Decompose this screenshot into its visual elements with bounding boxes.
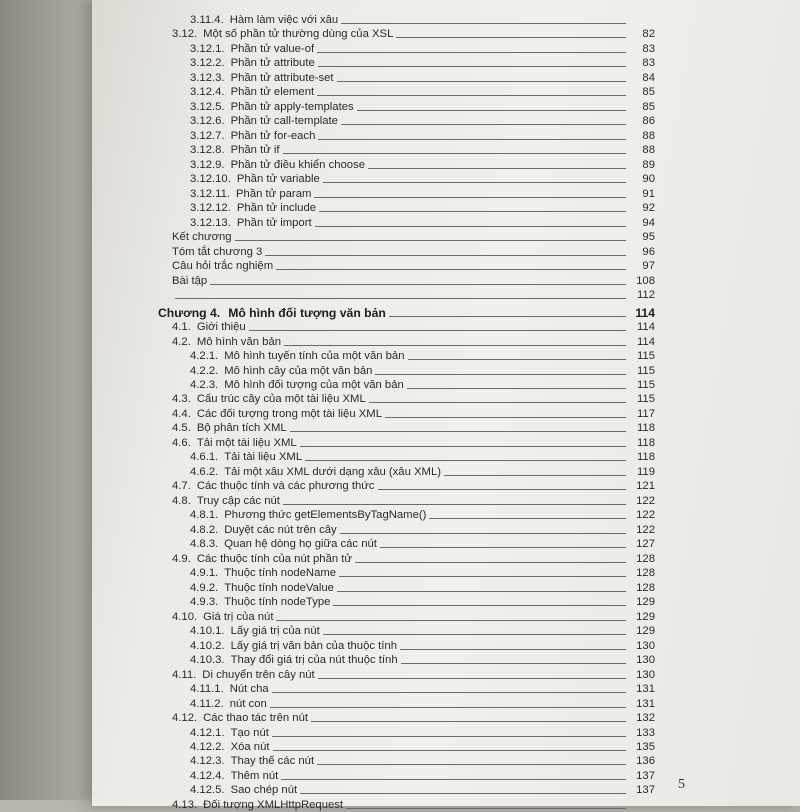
- toc-page-number: 118: [636, 436, 655, 449]
- toc-entry-number: 4.6.1.: [190, 451, 219, 464]
- toc-entry-title: Đối tượng XMLHttpRequest: [203, 798, 344, 811]
- toc-entry-number: 3.12.7.: [190, 129, 225, 142]
- toc-page-number: 129: [636, 610, 655, 623]
- toc-leader-line: [300, 793, 626, 794]
- toc-page-number: 119: [636, 465, 655, 478]
- toc-leader-line: [323, 634, 626, 635]
- toc-entry-title: Tải một xâu XML dưới dạng xâu (xâu XML): [224, 465, 441, 478]
- toc-entry-number: 4.11.: [172, 668, 197, 681]
- toc-entry-number: 4.1.: [172, 321, 191, 334]
- toc-entry-title: Bài tập: [172, 274, 208, 287]
- toc-entry: [190, 100, 655, 114]
- toc-leader-line: [355, 562, 626, 563]
- toc-entry-title: Các thao tác trên nút: [203, 712, 309, 725]
- toc-leader-line: [283, 504, 626, 505]
- toc-leader-line: [270, 707, 626, 708]
- toc-entry: [172, 392, 655, 406]
- toc-entry: [190, 523, 655, 537]
- toc-page-number: 114: [636, 335, 655, 348]
- toc-entry: [190, 42, 655, 56]
- toc-entry-number: 4.6.2.: [190, 465, 219, 478]
- toc-entry-number: Chương 4.: [158, 305, 221, 320]
- toc-chapter-heading: [158, 306, 655, 320]
- toc-entry: [172, 320, 655, 334]
- toc-entry-number: 4.9.: [172, 552, 191, 565]
- toc-leader-line: [378, 489, 627, 490]
- toc-entry-title: Mô hình cây của một văn bản: [224, 364, 373, 377]
- toc-page-number: 137: [636, 769, 655, 782]
- toc-leader-line: [317, 52, 626, 53]
- toc-entry: [190, 682, 655, 696]
- toc-entry: [172, 230, 655, 244]
- toc-entry-title: Phần tử apply-templates: [230, 100, 354, 113]
- toc-leader-line: [318, 678, 626, 679]
- toc-entry: [190, 187, 655, 201]
- toc-entry: [190, 71, 655, 85]
- toc-entry-number: 4.9.2.: [190, 581, 219, 594]
- toc-entry-number: 3.11.4.: [190, 14, 224, 26]
- toc-entry-number: 4.2.3.: [190, 379, 219, 391]
- toc-page-number: 137: [636, 784, 655, 797]
- toc-entry-title: Mô hình đối tượng của một văn bản: [224, 379, 404, 391]
- toc-page-number: 85: [642, 86, 655, 99]
- toc-leader-line: [444, 475, 626, 476]
- toc-page-number: 130: [636, 654, 655, 667]
- toc-entry: [190, 349, 655, 363]
- toc-entry-number: 4.8.3.: [190, 538, 219, 551]
- toc-entry-title: Phần tử include: [236, 202, 317, 215]
- toc-page-number: 112: [636, 289, 655, 302]
- toc-entry-title: Phần tử variable: [236, 173, 320, 186]
- toc-page-number: 88: [642, 129, 655, 142]
- toc-entry: [190, 566, 655, 580]
- toc-page-number: 131: [636, 697, 655, 710]
- toc-entry: [190, 216, 655, 230]
- toc-leader-line: [311, 721, 626, 722]
- toc-page-number: 128: [636, 567, 655, 580]
- toc-entry-title: Phương thức getElementsByTagName(): [224, 509, 427, 522]
- toc-entry: [190, 13, 655, 27]
- toc-leader-line: [337, 81, 626, 82]
- toc-leader-line: [317, 95, 626, 96]
- toc-entry: [190, 508, 655, 522]
- toc-entry-title: Cấu trúc cây của một tài liệu XML: [196, 393, 366, 406]
- toc-entry: [172, 274, 655, 288]
- toc-page-number: 130: [636, 668, 655, 681]
- toc-entry-number: 4.9.1.: [190, 567, 219, 580]
- toc-entry-title: Nút cha: [229, 683, 269, 696]
- toc-entry-title: Các đối tượng trong một tài liệu XML: [196, 407, 382, 420]
- toc-entry: [190, 754, 655, 768]
- toc-entry: [190, 740, 655, 754]
- toc-entry: [190, 143, 655, 157]
- toc-page-number: 92: [642, 202, 655, 215]
- toc-entry-title: Phần tử attribute-set: [230, 71, 334, 84]
- toc-entry-number: 4.2.1.: [190, 350, 219, 363]
- toc-leader-line: [368, 168, 626, 169]
- toc-leader-line: [290, 431, 626, 432]
- toc-entry-number: 4.11.2.: [190, 697, 224, 710]
- toc-leader-line: [305, 460, 626, 461]
- toc-entry-title: Kết chương: [172, 231, 232, 244]
- toc-leader-line: [340, 533, 626, 534]
- toc-leader-line: [318, 139, 626, 140]
- toc-entry-title: Thuộc tính nodeValue: [224, 581, 334, 594]
- toc-entry: [190, 624, 655, 638]
- toc-entry-number: 3.12.9.: [190, 158, 225, 171]
- toc-entry-title: Câu hỏi trắc nghiệm: [172, 260, 274, 273]
- toc-leader-line: [357, 110, 626, 111]
- toc-page-number: 122: [636, 509, 655, 522]
- toc-entry: [172, 421, 655, 435]
- toc-page-number: 83: [642, 57, 655, 70]
- toc-entry-number: 4.12.1.: [190, 726, 225, 739]
- toc-entry-title: Bộ phân tích XML: [196, 422, 287, 435]
- toc-leader-line: [175, 298, 626, 299]
- toc-entry-title: Hàm làm việc với xâu: [229, 14, 339, 26]
- toc-page-number: 131: [636, 683, 655, 696]
- toc-page-number: 83: [642, 42, 655, 55]
- toc-entry: [190, 639, 655, 653]
- toc-page-number: 95: [642, 231, 655, 244]
- toc-entry-title: Thuộc tính nodeType: [224, 596, 331, 609]
- toc-entry: [190, 378, 655, 392]
- toc-entry-number: 3.12.11.: [190, 187, 230, 200]
- toc-leader-line: [235, 240, 626, 241]
- toc-entry-title: Tải tài liệu XML: [224, 451, 303, 464]
- toc-entry-number: 4.10.1.: [190, 625, 225, 638]
- toc-entry-number: 3.12.6.: [190, 115, 225, 128]
- toc-leader-line: [341, 23, 626, 24]
- toc-page-number: 118: [636, 422, 655, 435]
- toc-page-number: 122: [636, 523, 655, 536]
- toc-entry: [190, 726, 655, 740]
- toc-leader-line: [265, 255, 626, 256]
- toc-page-number: 132: [636, 712, 655, 725]
- toc-entry-title: Thuộc tính nodeName: [224, 567, 337, 580]
- toc-page-number: 114: [636, 321, 655, 334]
- toc-page-number: 130: [636, 639, 655, 652]
- toc-leader-line: [385, 417, 626, 418]
- toc-entry-number: 3.12.4.: [190, 86, 225, 99]
- toc-leader-line: [314, 197, 626, 198]
- toc-page-number: 91: [642, 187, 655, 200]
- toc-leader-line: [272, 692, 626, 693]
- toc-page-number: 115: [636, 364, 655, 377]
- toc-page-number: 84: [642, 71, 655, 84]
- toc-entry-title: Truy cập các nút: [196, 494, 280, 507]
- toc-leader-line: [315, 226, 626, 227]
- toc-entry-number: 4.12.: [172, 712, 198, 725]
- toc-entry-number: 4.10.3.: [190, 654, 225, 667]
- toc-entry: [190, 114, 655, 128]
- toc-entry-title: Giá trị của nút: [203, 610, 274, 623]
- toc-leader-line: [400, 649, 626, 650]
- toc-entry-title: Thay đổi giá trị của nút thuộc tính: [230, 654, 398, 667]
- toc-leader-line: [401, 663, 626, 664]
- toc-entry: [172, 27, 655, 41]
- toc-entry-title: Giới thiệu: [196, 321, 246, 334]
- toc-leader-line: [407, 388, 626, 389]
- toc-entry-title: Mô hình đối tượng văn bản: [228, 305, 386, 320]
- toc-entry-title: Tạo nút: [230, 726, 269, 739]
- toc-leader-line: [300, 446, 626, 447]
- toc-entry: [190, 581, 655, 595]
- toc-entry-number: 4.8.1.: [190, 509, 219, 522]
- toc-leader-line: [249, 330, 626, 331]
- toc-entry: [172, 259, 655, 273]
- toc-entry-number: 3.12.8.: [190, 144, 225, 157]
- toc-page-number: 97: [642, 260, 655, 273]
- toc-page-number: 122: [636, 494, 655, 507]
- toc-page-number: 118: [636, 451, 655, 464]
- toc-page-number: 89: [642, 158, 655, 171]
- toc-leader-line: [396, 37, 626, 38]
- toc-leader-line: [333, 605, 626, 606]
- toc-leader-line: [389, 316, 626, 317]
- toc-leader-line: [429, 518, 626, 519]
- toc-leader-line: [323, 182, 626, 183]
- toc-entry-number: 4.5.: [172, 422, 191, 435]
- toc-entry-number: 4.2.: [172, 335, 191, 348]
- toc-entry-number: 4.12.4.: [190, 769, 225, 782]
- toc-page-number: 90: [642, 173, 655, 186]
- toc-entry-title: Lấy giá trị của nút: [230, 625, 320, 638]
- toc-entry-number: 4.7.: [172, 480, 191, 493]
- toc-entry-number: 4.12.2.: [190, 741, 225, 753]
- toc-entry-title: Mô hình văn bản: [196, 335, 282, 348]
- toc-entry: [172, 436, 655, 450]
- toc-entry: [172, 288, 655, 302]
- toc-leader-line: [210, 284, 626, 285]
- toc-entry: [190, 537, 655, 551]
- toc-entry-title: Một số phần tử thường dùng của XSL: [203, 28, 394, 41]
- toc-page-number: 135: [636, 741, 655, 753]
- toc-entry-title: Phần tử call-template: [230, 115, 338, 128]
- toc-leader-line: [319, 211, 626, 212]
- toc-page-number: 128: [636, 552, 655, 565]
- toc-entry-title: Thay thế các nút: [230, 755, 315, 768]
- toc-leader-line: [341, 124, 626, 125]
- toc-entry-number: 4.4.: [172, 407, 191, 420]
- toc-entry-title: Phần tử import: [236, 216, 312, 229]
- toc-entry-title: Tải một tài liệu XML: [196, 436, 297, 449]
- toc-entry-number: 3.12.1.: [190, 42, 225, 55]
- toc-entry: [190, 158, 655, 172]
- toc-entry-title: Duyệt các nút trên cây: [224, 523, 337, 536]
- toc-page-number: 114: [635, 305, 655, 320]
- toc-entry: [172, 479, 655, 493]
- toc-entry: [172, 407, 655, 421]
- toc-entry: [190, 172, 655, 186]
- toc-entry-title: Phần tử for-each: [230, 129, 316, 142]
- toc-page-number: 129: [636, 625, 655, 638]
- toc-entry-title: Phần tử param: [236, 187, 312, 200]
- toc-entry: [172, 552, 655, 566]
- toc-page-number: 115: [636, 379, 655, 391]
- toc-entry-title: Tóm tắt chương 3: [172, 245, 263, 258]
- toc-leader-line: [283, 153, 626, 154]
- toc-entry: [190, 769, 655, 783]
- toc-entry: [190, 595, 655, 609]
- toc-leader-line: [337, 591, 626, 592]
- toc-page-number: 96: [642, 245, 655, 258]
- toc-leader-line: [375, 374, 626, 375]
- toc-entry-number: 4.13.: [172, 798, 198, 811]
- toc-entry-number: 4.8.: [172, 494, 191, 507]
- toc-entry: [190, 56, 655, 70]
- toc-entry-number: 3.12.5.: [190, 100, 225, 113]
- toc-entry: [190, 465, 655, 479]
- toc-entry-number: 4.10.: [172, 610, 198, 623]
- toc-page-number: 85: [642, 100, 655, 113]
- toc-leader-line: [318, 66, 626, 67]
- toc-entry-number: 3.12.3.: [190, 71, 225, 84]
- toc-page-number: 115: [636, 393, 655, 406]
- toc-entry-title: Sao chép nút: [230, 784, 298, 797]
- toc-entry: [172, 494, 655, 508]
- toc-entry-title: Phần tử điều khiển choose: [230, 158, 365, 171]
- toc-entry: [190, 364, 655, 378]
- toc-entry: [190, 697, 655, 711]
- toc-entry-title: Thêm nút: [230, 769, 279, 782]
- toc-entry: [190, 201, 655, 215]
- toc-entry-title: Phần tử value-of: [230, 42, 315, 55]
- toc-page-number: 128: [636, 581, 655, 594]
- toc-entry: [172, 245, 655, 259]
- toc-page-number: 129: [636, 596, 655, 609]
- toc-entry-title: Các thuộc tính và các phương thức: [196, 480, 375, 493]
- toc-leader-line: [317, 764, 626, 765]
- toc-leader-line: [272, 736, 626, 737]
- toc-entry-title: Phần tử if: [230, 144, 280, 157]
- toc-entry: [190, 129, 655, 143]
- toc-leader-line: [380, 547, 626, 548]
- toc-entry-title: Xóa nút: [230, 741, 270, 753]
- toc-page-number: 82: [642, 28, 655, 41]
- toc-entry-title: Di chuyển trên cây nút: [202, 668, 315, 681]
- toc-page-number: 115: [636, 350, 655, 363]
- toc-page-number: 136: [636, 755, 655, 768]
- toc-entry-number: 4.12.3.: [190, 755, 225, 768]
- toc-entry: [172, 668, 655, 682]
- toc-entry-number: 4.2.2.: [190, 364, 219, 377]
- toc-entry-number: 4.8.2.: [190, 523, 219, 536]
- toc-leader-line: [276, 269, 626, 270]
- toc-entry-number: 3.12.2.: [190, 57, 225, 70]
- toc-entry-number: 4.10.2.: [190, 639, 225, 652]
- toc-entry-number: 4.12.5.: [190, 784, 225, 797]
- toc-entry-title: nút con: [229, 697, 267, 710]
- toc-entry-number: 4.6.: [172, 436, 191, 449]
- toc-leader-line: [273, 750, 626, 751]
- toc-entry: [172, 335, 655, 349]
- toc-entry-number: 4.11.1.: [190, 683, 224, 696]
- toc-leader-line: [408, 359, 626, 360]
- toc-entry-title: Phần tử element: [230, 86, 315, 99]
- toc-page-number: 108: [636, 274, 655, 287]
- toc-entry-title: Các thuộc tính của nút phần tử: [196, 552, 352, 565]
- toc-page-number: 88: [642, 144, 655, 157]
- toc-entry-title: Lấy giá trị văn bản của thuộc tính: [230, 639, 397, 652]
- toc-page-number: 86: [642, 115, 655, 128]
- toc-entry: [190, 653, 655, 667]
- toc-leader-line: [281, 779, 626, 780]
- toc-leader-line: [346, 808, 626, 809]
- toc-page-number: 94: [642, 216, 655, 229]
- toc-entry-title: Phần tử attribute: [230, 57, 315, 70]
- page-number: 5: [678, 777, 685, 792]
- toc-entry: [190, 450, 655, 464]
- toc-entry-title: Mô hình tuyến tính của một văn bản: [224, 350, 405, 363]
- toc-leader-line: [284, 345, 626, 346]
- toc-entry-number: 3.12.13.: [190, 216, 231, 229]
- toc-entry: [190, 783, 655, 797]
- toc-entry: [172, 711, 655, 725]
- toc-leader-line: [339, 576, 626, 577]
- toc-entry-number: 4.9.3.: [190, 596, 219, 609]
- toc-leader-line: [276, 620, 626, 621]
- toc-entry-number: 4.3.: [172, 393, 191, 406]
- toc-entry: [190, 85, 655, 99]
- toc-page-number: 117: [636, 407, 655, 420]
- toc-entry-number: 3.12.: [172, 28, 198, 41]
- toc-page-number: 121: [636, 480, 655, 493]
- toc-entry: [172, 798, 655, 812]
- toc-entry-number: 3.12.12.: [190, 202, 231, 215]
- toc-entry: [172, 610, 655, 624]
- toc-entry-title: Quan hệ dòng họ giữa các nút: [224, 538, 377, 551]
- toc-leader-line: [369, 402, 626, 403]
- toc-entry-number: 3.12.10.: [190, 173, 231, 186]
- toc-page-number: 133: [636, 726, 655, 739]
- toc-page-number: 127: [636, 538, 655, 551]
